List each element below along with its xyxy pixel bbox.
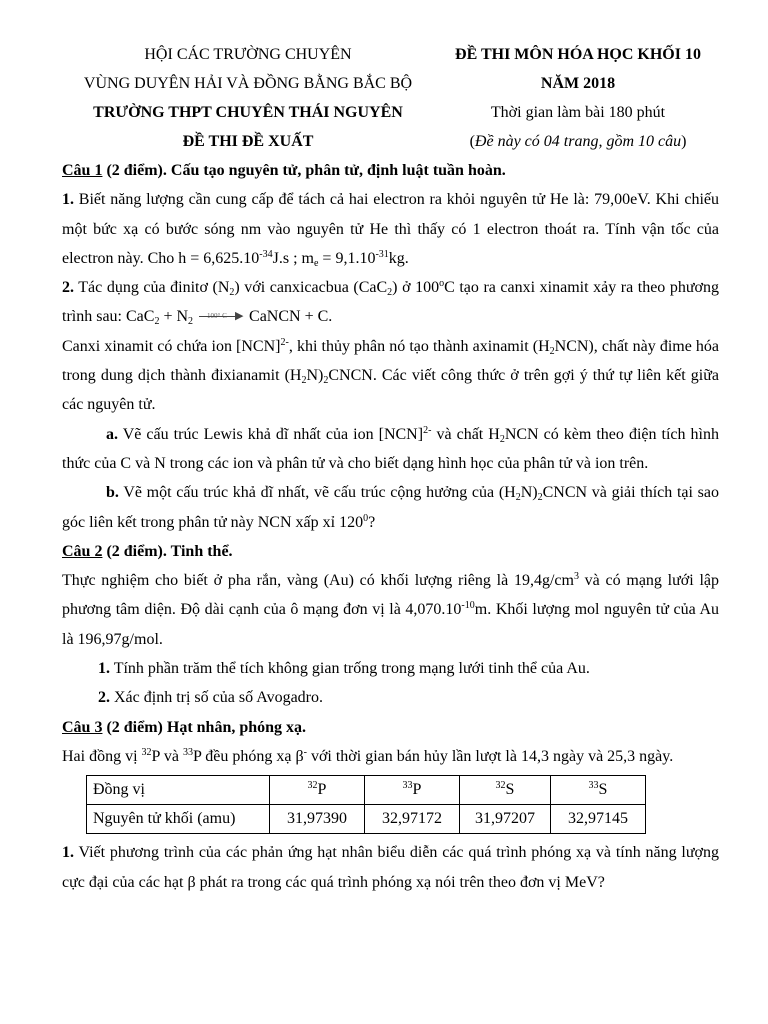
isotope-mass-table [86, 775, 646, 834]
question-1-item-b: b. Vẽ một cấu trúc khả dĩ nhất, vẽ cấu trúc cộng hưởng của $(H_2N)_2CNCN$ và giải thích tại sao góc liên kết trong phân tử này NCN xấp xỉ $120^0$? [62, 484, 719, 531]
table-cell: $^{32}$P [270, 776, 365, 805]
question-3-title: (2 điểm) Hạt nhân, phóng xạ. [102, 718, 307, 736]
exam-pages-note: (Đề này có 04 trang, gồm 10 câu) [469, 133, 687, 150]
table-cell: Đồng vị [87, 776, 270, 805]
table-cell: 32,97172 [365, 805, 460, 834]
question-1-heading [62, 156, 719, 185]
question-1-part-1: 1. Biết năng lượng cần cung cấp để tách cả hai electron ra khỏi nguyên tử He là: 79,00eV. Khi chiếu một bức xạ có bước sóng nm vào nguyên tử He thì thấy có 1 electron thoát ra. Tính vận tốc của electron này. Cho $h = 6,625.10^{-34}J.s$ ; $m_e = 9,1.10^{-31}kg$. [62, 191, 719, 269]
region-name: VÙNG DUYÊN HẢI VÀ ĐỒNG BẰNG BẮC BỘ [83, 75, 413, 92]
question-3-context: Hai đồng vị $^{32}$P và $^{33}$P đều phóng xạ β- với thời gian bán hủy lần lượt là 14,3 ngày và 25,3 ngày. [62, 746, 674, 765]
header-right [438, 40, 718, 156]
exam-year: NĂM 2018 [540, 75, 616, 92]
exam-duration: Thời gian làm bài 180 phút [490, 104, 666, 121]
table-cell: $^{33}$P [365, 776, 460, 805]
question-1-part-2: 2. Tác dụng của đinitơ $(N_2)$ với canxicacbua (CaC$_2$) ở 100$^o$C tạo ra canxi xinamit xảy ra theo phương trình sau: $CaC_2 + N_2$ 100° C ▶ CaNCN + C. [62, 278, 720, 328]
question-2-item-1: 1. Tính phần trăm thể tích không gian trống trong mạng lưới tinh thể của Au. [98, 660, 590, 678]
question-2-heading [62, 537, 719, 566]
question-3-heading [62, 713, 719, 742]
table-cell: Nguyên tử khối (amu) [87, 805, 270, 834]
table-cell: $^{33}$S [551, 776, 646, 805]
question-3-label: Câu 3 [62, 718, 103, 736]
question-3-part-1: 1. Viết phương trình của các phản ứng hạt nhân biểu diễn các quá trình phóng xạ và tính năng lượng cực đại của các hạt β phát ra trong các quá trình phóng xạ nói trên theo đơn vị MeV? [62, 844, 719, 891]
table-cell: 32,97145 [551, 805, 646, 834]
question-1-label: Câu 1 [62, 162, 103, 179]
question-2-label: Câu 2 [62, 542, 103, 560]
exam-kind: ĐỀ THI ĐỀ XUẤT [182, 133, 314, 150]
question-2-item-2: 2. Xác định trị số của số Avogadro. [98, 689, 323, 707]
question-1-item-a: a. Vẽ cấu trúc Lewis khả dĩ nhất của ion [NCN]$^{2-}$ và chất $H_2NCN$ có kèm theo điện tích hình thức của C và N trong các ion và phân tử và cho biết dạng hình học của phân tử và ion trên. [62, 424, 719, 472]
question-2-context: Thực nghiệm cho biết ở pha rắn, vàng (Au) có khối lượng riêng là $19,4g/cm^3$ và có mạng lưới lập phương tâm diện. Độ dài cạnh của ô mạng đơn vị là $4,070.10^{-10}m$. Khối lượng mol nguyên tử của Au là 196,97g/mol. [62, 571, 719, 648]
table-row [87, 805, 646, 834]
association-name: HỘI CÁC TRƯỜNG CHUYÊN [144, 46, 352, 63]
document-body [62, 156, 719, 897]
question-2-title: (2 điểm). Tinh thể. [102, 542, 233, 560]
question-1-title: (2 điểm). Cấu tạo nguyên tử, phân tử, định luật tuần hoàn. [102, 162, 506, 179]
table-cell: $^{32}$S [460, 776, 551, 805]
exam-title: ĐỀ THI MÔN HÓA HỌC KHỐI 10 [455, 46, 701, 63]
table-row [87, 776, 646, 805]
school-name: TRƯỜNG THPT CHUYÊN THÁI NGUYÊN [93, 104, 403, 121]
question-1-context: Canxi xinamit có chứa ion [NCN]$^{2-}$, khi thủy phân nó tạo thành axinamit $(H_2NCN)$, chất này đime hóa trong dung dịch thành đixianamit $(H_2N)_2CNCN$. Các viết công thức ở trên gợi ý thứ tự liên kết giữa các nguyên tử. [62, 336, 720, 414]
header-left [62, 40, 434, 156]
table-cell: 31,97390 [270, 805, 365, 834]
reaction-arrow-icon: 100° C ▶ [197, 308, 245, 322]
table-cell: 31,97207 [460, 805, 551, 834]
